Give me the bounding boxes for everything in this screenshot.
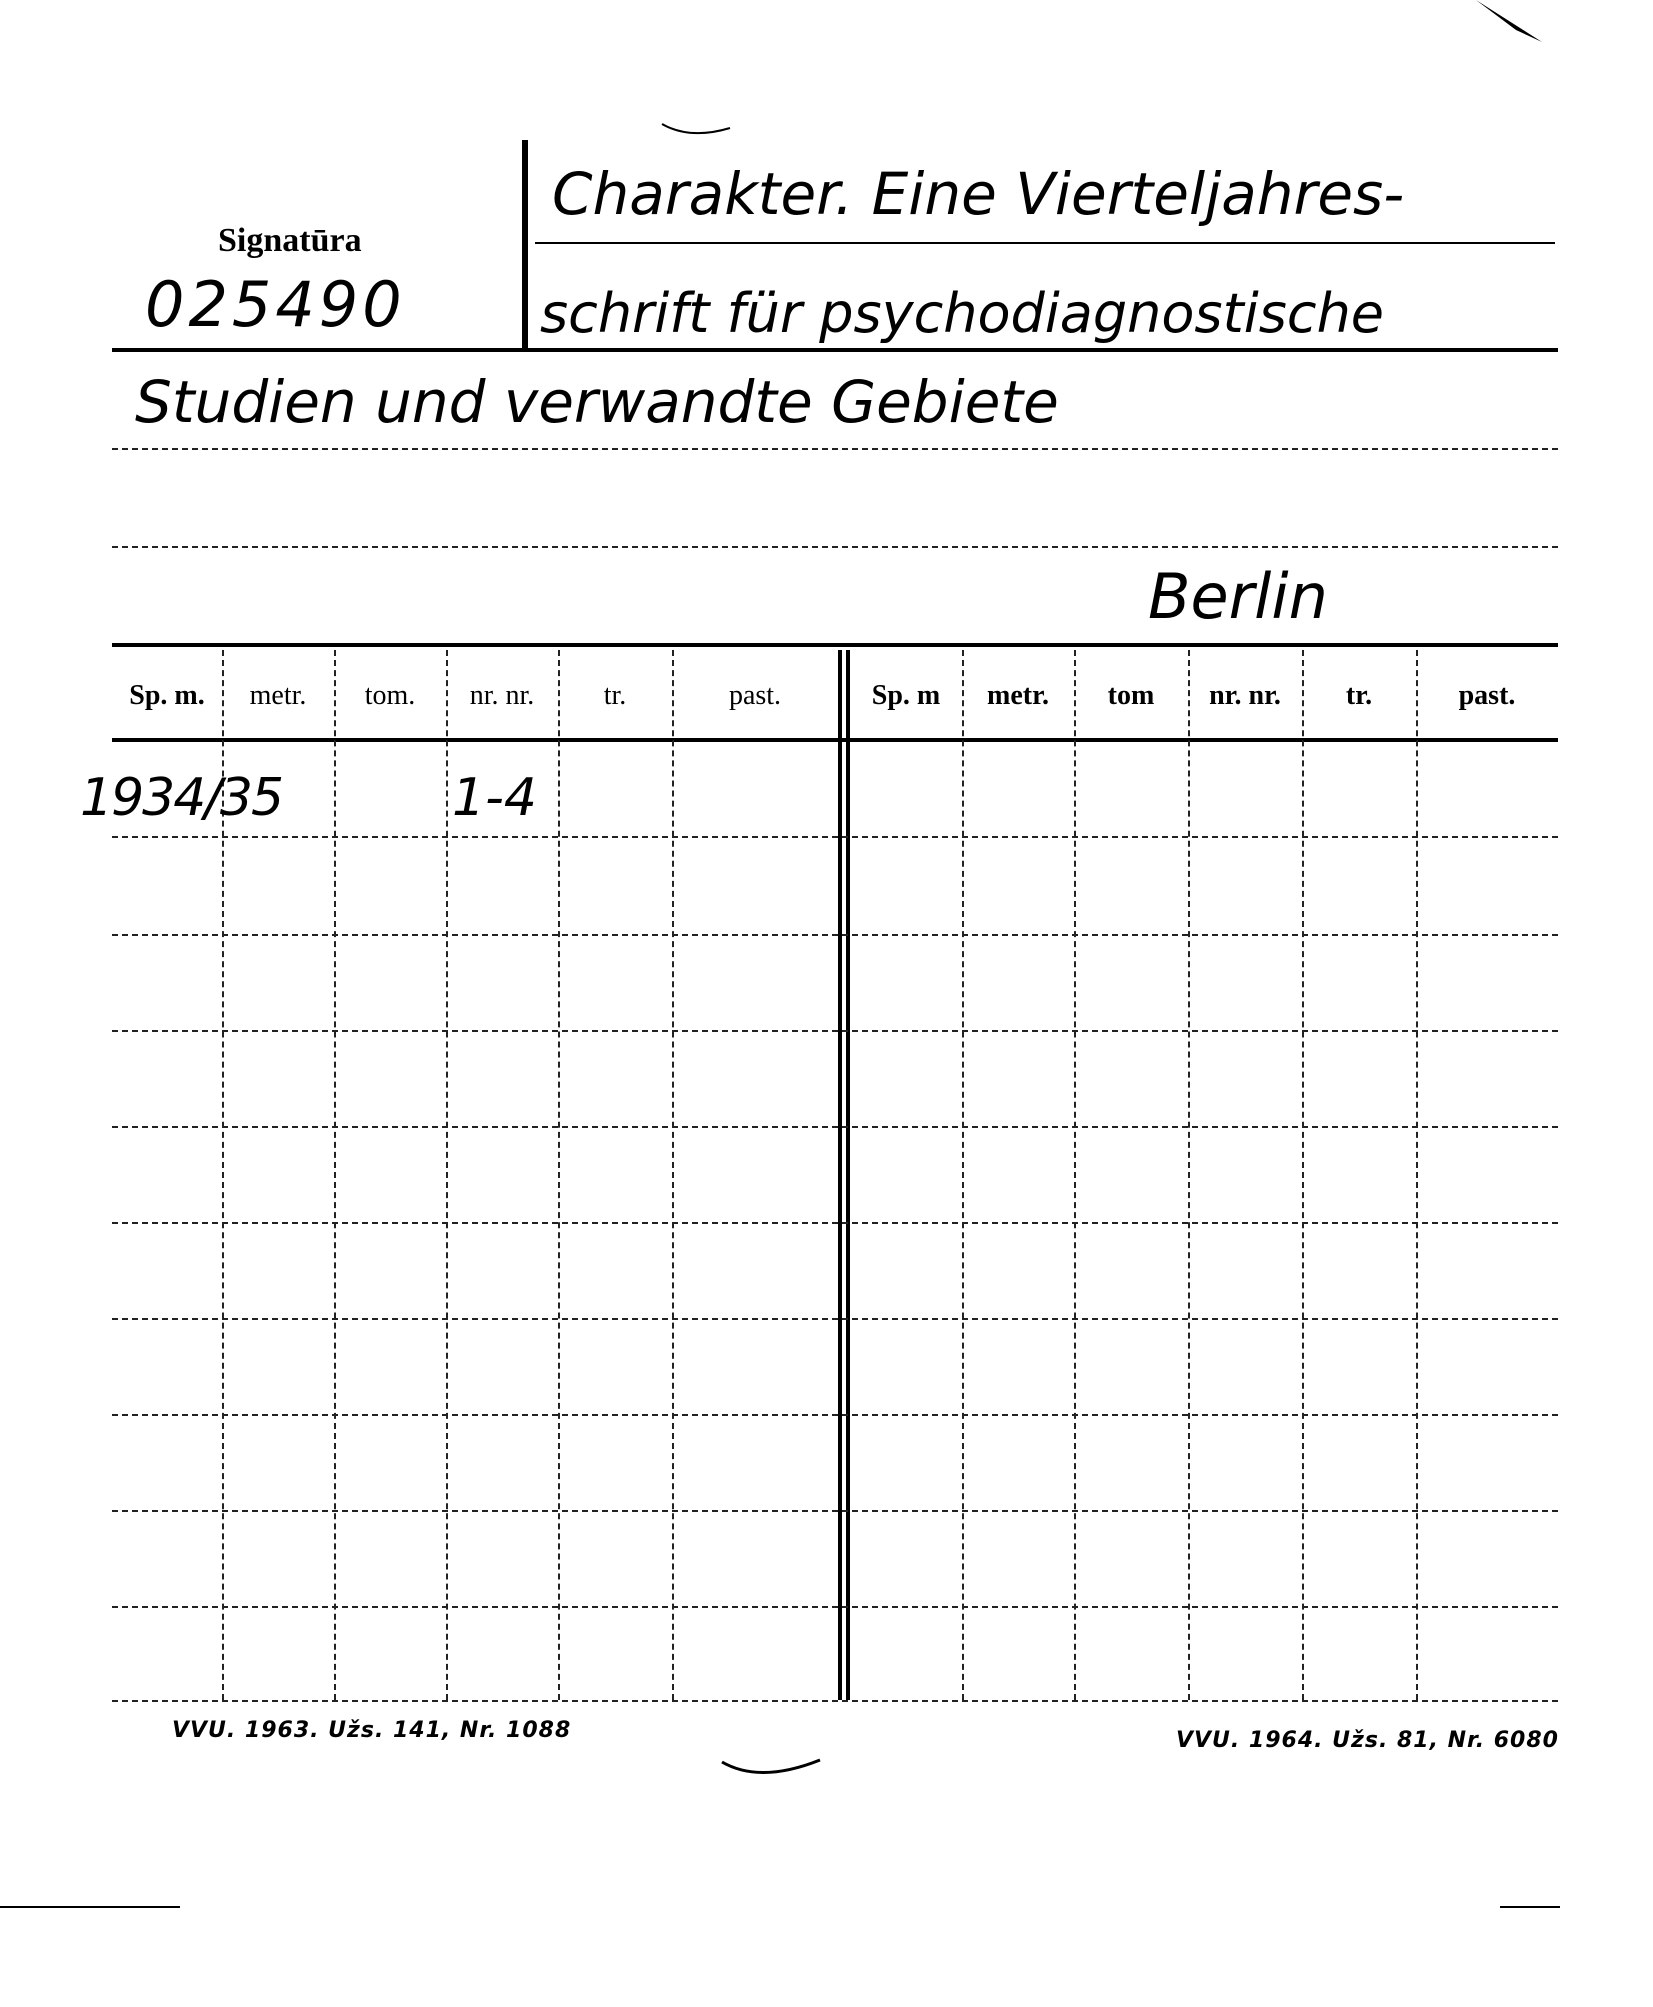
header-sp-m-right: Sp. m	[871, 680, 941, 711]
row-sep	[112, 1126, 1558, 1128]
stamp-right: VVU. 1964. Užs. 81, Nr. 6080	[1176, 1728, 1559, 1753]
row-sep	[112, 934, 1558, 936]
stamp-left: VVU. 1963. Užs. 141, Nr. 1088	[172, 1718, 572, 1743]
col-sep	[962, 650, 964, 1700]
header-tr-right: tr.	[1345, 680, 1373, 711]
table-center-divider-a	[838, 650, 842, 1700]
row-sep	[112, 1318, 1558, 1320]
header-metr-right: metr.	[987, 680, 1049, 711]
row-sep	[112, 1510, 1558, 1512]
decorative-mark	[0, 1906, 180, 1908]
header-tom: tom.	[364, 680, 416, 711]
table-top-rule	[112, 643, 1558, 647]
title-line-1: Charakter. Eine Vierteljahres-	[552, 160, 1405, 228]
header-sp-m: Sp. m.	[129, 680, 205, 711]
col-sep	[1416, 650, 1418, 1700]
table-bottom-rule	[112, 1700, 1558, 1702]
header-metr: metr.	[249, 680, 307, 711]
col-sep	[1188, 650, 1190, 1700]
signature-label: Signatūra	[218, 222, 362, 259]
corner-fold	[1476, 0, 1546, 50]
header-tom-right: tom	[1107, 680, 1155, 711]
row-1-nr: 1-4	[452, 768, 537, 828]
header-tr: tr.	[603, 680, 627, 711]
col-sep	[672, 650, 674, 1700]
title-line-2: schrift für psychodiagnostische	[540, 282, 1385, 345]
place-text: Berlin	[1148, 560, 1328, 633]
col-sep	[1302, 650, 1304, 1700]
header-nr-nr: nr. nr.	[469, 680, 535, 711]
row-sep	[112, 1030, 1558, 1032]
signature-number: 025490	[145, 268, 406, 341]
header-divider	[522, 140, 528, 350]
row-sep	[112, 836, 1558, 838]
header-past-right: past.	[1458, 680, 1516, 711]
title-underline-3	[112, 448, 1558, 450]
row-sep	[112, 1414, 1558, 1416]
title-line-3: Studien und verwandte Gebiete	[135, 368, 1059, 436]
decorative-mark	[720, 1752, 830, 1792]
row-1-year: 1934/35	[80, 768, 283, 828]
blank-line	[112, 546, 1558, 548]
decorative-mark	[660, 118, 740, 148]
header-past: past.	[728, 680, 782, 711]
decorative-mark	[1500, 1906, 1560, 1908]
title-underline-1	[535, 242, 1555, 244]
header-nr-nr-right: nr. nr.	[1209, 680, 1281, 711]
header-bottom-rule	[112, 348, 1558, 352]
row-sep	[112, 1222, 1558, 1224]
table-center-divider-b	[846, 650, 850, 1700]
row-sep	[112, 1606, 1558, 1608]
table-header-rule	[112, 738, 1558, 742]
col-sep	[1074, 650, 1076, 1700]
col-sep	[334, 650, 336, 1700]
col-sep	[446, 650, 448, 1700]
col-sep	[558, 650, 560, 1700]
